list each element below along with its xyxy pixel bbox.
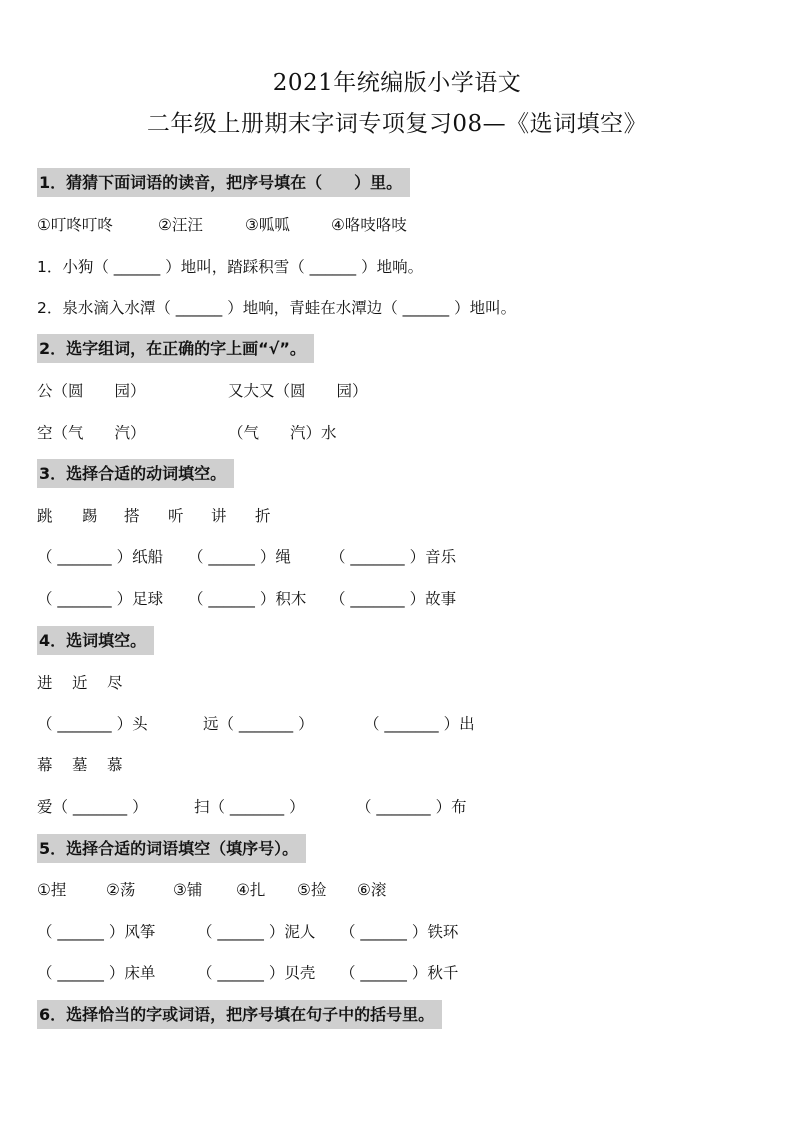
q1-option-4: ④咯吱咯吱 <box>331 216 407 234</box>
q3-word-2: 踢 <box>82 507 98 525</box>
q3-word-3: 搭 <box>124 507 140 525</box>
q3-blank-4: （ _______ ）足球 <box>37 590 164 608</box>
q3-word-5: 讲 <box>211 507 227 525</box>
question-4-heading: 4．选词填空。 <box>37 626 154 655</box>
question-1-heading: 1．猜猜下面词语的读音，把序号填在（ ）里。 <box>37 168 410 197</box>
q4-word-3: 尽 <box>107 674 123 692</box>
q4-word-6: 慕 <box>107 756 123 774</box>
q3-blank-1: （ _______ ）纸船 <box>37 548 164 566</box>
q2-item-1: 公（圆 园） <box>37 382 146 400</box>
q4-word-5: 墓 <box>72 756 88 774</box>
q4-blank-1: （ _______ ）头 <box>37 715 148 733</box>
q5-option-2: ②荡 <box>106 881 136 899</box>
question-2-heading: 2．选字组词，在正确的字上画“√”。 <box>37 334 314 363</box>
q3-blank-5: （ ______ ）积木 <box>188 590 307 608</box>
q3-word-6: 折 <box>255 507 271 525</box>
q4-blank-3: （ _______ ）出 <box>364 715 475 733</box>
question-5-heading: 5．选择合适的词语填空（填序号）。 <box>37 834 306 863</box>
question-3-heading: 3．选择合适的动词填空。 <box>37 459 234 488</box>
q3-word-1: 跳 <box>37 507 53 525</box>
q5-blank-1: （ ______ ）风筝 <box>37 923 156 941</box>
question-6-heading: 6．选择恰当的字或词语，把序号填在句子中的括号里。 <box>37 1000 442 1029</box>
q5-blank-3: （ ______ ）铁环 <box>340 923 459 941</box>
q1-sentence-1: 1．小狗（ ______ ）地叫，踏踩积雪（ ______ ）地响。 <box>37 258 424 276</box>
q2-item-3: 空（气 汽） <box>37 424 146 442</box>
q4-word-4: 幕 <box>37 756 53 774</box>
q3-blank-2: （ ______ ）绳 <box>188 548 291 566</box>
q1-option-2: ②汪汪 <box>158 216 203 234</box>
q3-blank-6: （ _______ ）故事 <box>330 590 457 608</box>
q3-blank-3: （ _______ ）音乐 <box>330 548 457 566</box>
q5-option-6: ⑥滚 <box>357 881 387 899</box>
q2-item-4: （气 汽）水 <box>228 424 337 442</box>
q4-blank-5: 扫（ _______ ） <box>194 798 305 816</box>
document-title-line1: 2021年统编版小学语文 <box>272 70 522 96</box>
q5-blank-4: （ ______ ）床单 <box>37 964 156 982</box>
q3-word-4: 听 <box>168 507 184 525</box>
q2-item-2: 又大又（圆 园） <box>228 382 368 400</box>
q1-option-3: ③呱呱 <box>245 216 290 234</box>
q1-option-1: ①叮咚叮咚 <box>37 216 113 234</box>
q5-option-3: ③铺 <box>173 881 203 899</box>
q5-blank-2: （ ______ ）泥人 <box>197 923 316 941</box>
q5-option-4: ④扎 <box>236 881 266 899</box>
q5-option-1: ①捏 <box>37 881 67 899</box>
q4-blank-2: 远（ _______ ） <box>203 715 314 733</box>
q4-word-1: 进 <box>37 674 53 692</box>
q4-blank-6: （ _______ ）布 <box>356 798 467 816</box>
q5-blank-6: （ ______ ）秋千 <box>340 964 459 982</box>
document-title-line2: 二年级上册期末字词专项复习08—《选词填空》 <box>146 111 648 137</box>
q1-sentence-2: 2．泉水滴入水潭（ ______ ）地响，青蛙在水潭边（ ______ ）地叫。 <box>37 299 517 317</box>
q5-option-5: ⑤捡 <box>297 881 327 899</box>
q4-blank-4: 爱（ _______ ） <box>37 798 148 816</box>
q5-blank-5: （ ______ ）贝壳 <box>197 964 316 982</box>
q4-word-2: 近 <box>72 674 88 692</box>
